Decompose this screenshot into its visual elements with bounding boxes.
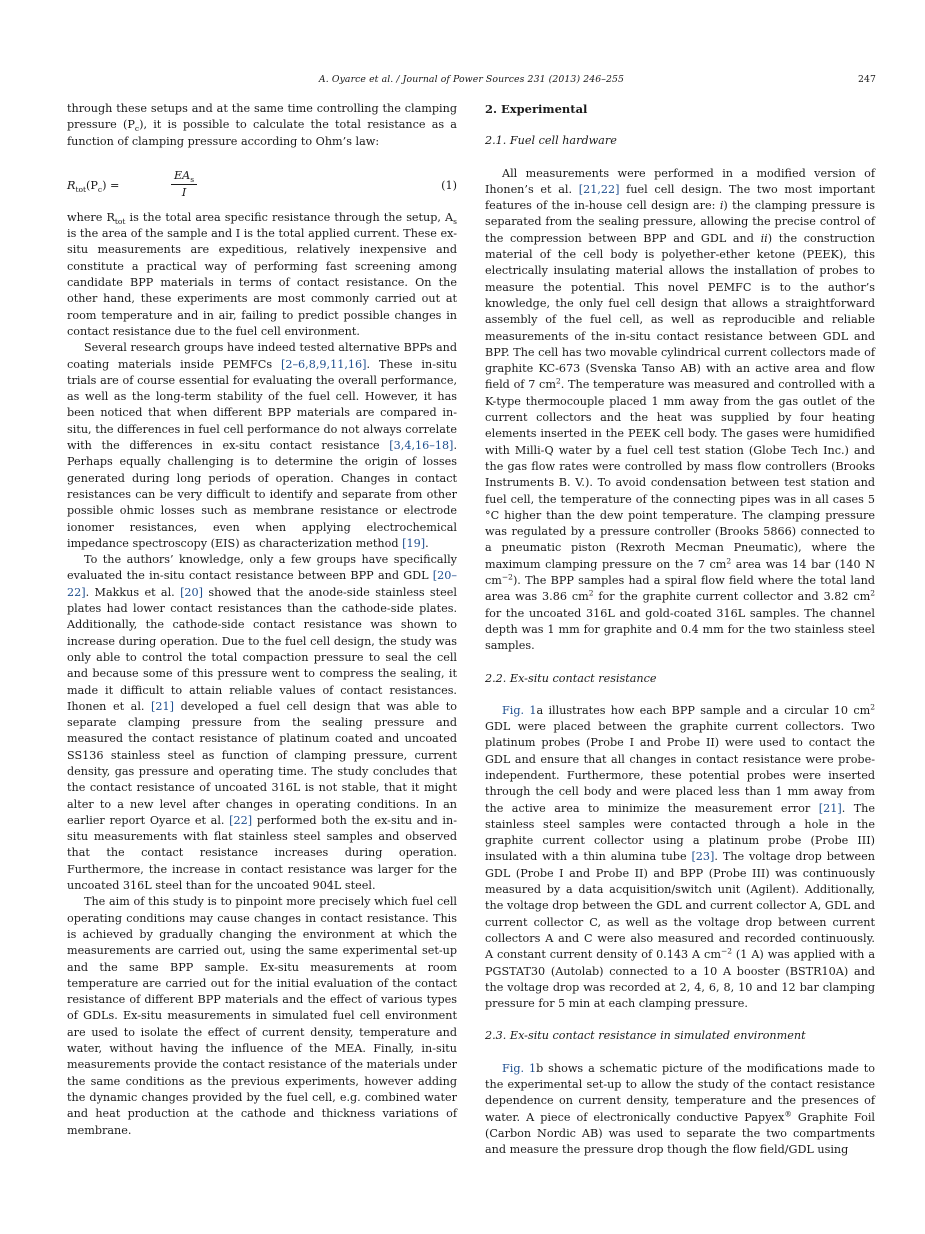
- running-title: A. Oyarce et al. / Journal of Power Sources 231 (2013) 246–255: [318, 74, 625, 85]
- citation-link[interactable]: [21]: [151, 699, 175, 713]
- subsection-title: 2.3. Ex-situ contact resistance in simulated environment: [485, 1029, 806, 1043]
- subsection-title: 2.2. Ex-situ contact resistance: [485, 671, 657, 685]
- paragraph: Fig. 1a illustrates how each BPP sample and a circular 10 $cm^2$ GDL were placed between the graphite current collectors. Two platinum probes (Probe I and Probe II) were used to contact the GDL and ensure that all changes in contact resistance were probe-independent. Furthermore, these potential probes were inserted through the cell body and were placed less than 1 mm away from the active area to minimize the measurement error [21]. The stainless steel samples were contacted through a hole in the graphite current collector using a platinum probe (Probe III) insulated with a thin alumina tube [23]. The voltage drop between GDL (Probe I and Probe II) and BPP (Probe III) was continuously measured by a data acquisition/switch unit (Agilent). Additionally, the voltage drop between the GDL and current collector A, GDL and current collector C, as well as the voltage drop between current collectors A and C were also measured and recorded continuously. A constant current density of 0.143 A $cm^{-2}$ (1 A) was applied with a PGSTAT30 (Autolab) connected to a 10 A booster (BSTR10A) and the voltage drop was recorded at 2, 4, 6, 8, 10 and 12 bar clamping pressure for 5 min at each clamping pressure.: [485, 702, 876, 1011]
- paragraph: Several research groups have indeed tested alternative BPPs and coating materials inside PEMFCs [2–6,8,9,11,16]. These in-situ trials are of course essential for evaluating the overall performance, as well as the long-term stability of the fuel cell. However, it has been noticed that when different BPP materials are compared in-situ, the differences in fuel cell performance do not always correlate with the differences in ex-situ contact resistance [3,4,16–18]. Perhaps equally challenging is to determine the origin of losses generated during long periods of operation. Changes in contact resistances can be very difficult to identify and separate from other possible ohmic losses such as membrane resistance or electrode ionomer resistances, even when applying electrochemical impedance spectroscopy (EIS) as characterization method [19].: [67, 341, 458, 550]
- equation-lhs: $R_{tot}(P_c)$ =: [67, 178, 120, 195]
- section-title: 2. Experimental: [485, 102, 588, 116]
- paragraph: Fig. 1b shows a schematic picture of the modifications made to the experimental set-up to allow the study of the contact resistance dependence on current density, temperature and the presences of water. A piece of electronically conductive Papyex® Graphite Foil (Carbon Nordic AB) was used to separate the two compartments and measure the pressure drop though the flow field/GDL using: [485, 1061, 875, 1157]
- paragraph: where $R_{tot}$ is the total area specific resistance through the setup, $A_s$ is the area of the sample and I is the total applied current. These ex-situ measurements are expeditious, relatively inexpensive and constitute a practical way of performing fast screening among candidate BPP materials in terms of contact resistance. On the other hand, these experiments are most commonly carried out at room temperature and in air, failing to predict possible changes in contact resistance due to the fuel cell environment.: [67, 210, 458, 338]
- citation-link[interactable]: [20]: [180, 585, 204, 599]
- equation-number: (1): [441, 178, 457, 192]
- equation-fraction: [171, 168, 197, 201]
- paragraph: All measurements were performed in a modified version of Ihonen’s et al. [21,22] fuel cell design. The two most important features of the in-house cell design are: i) the clamping pressure is separated from the sealing pressure, allowing the precise control of the compression between BPP and GDL and ii) the construction material of the cell body is polyether-ether ketone (PEEK), this electrically insulating material allows the installation of probes to measure the potential. This novel PEMFC is to the author’s knowledge, the only fuel cell design that allows a straightforward assembly of the fuel cell, as well as reproducible and reliable measurements of the in-situ contact resistance between GDL and BPP. The cell has two movable cylindrical current collectors made of graphite KC-673 (Svenska Tanso AB) with an active area and flow field of 7 $cm^2$. The temperature was measured and controlled with a K-type thermocouple placed 1 mm away from the gas outlet of the current collectors and the heat was supplied by four heating elements inserted in the PEEK cell body. The gases were humidified with Milli-Q water by a fuel cell test station (Globe Tech Inc.) and the gas flow rates were controlled by mass flow controllers (Brooks Instruments B. V.). To avoid condensation between test station and fuel cell, the temperature of the connecting pipes was in all cases 5 °C higher than the dew point temperature. The clamping pressure was regulated by a pressure controller (Brooks 5866) connected to a pneumatic piston (Rexroth Mecman Pneumatic), where the maximum clamping pressure on the 7 $cm^2$ area was 14 bar (140 N $cm^{-2}$). The BPP samples had a spiral flow field where the total land area was 3.86 $cm^2$ for the graphite current collector and 3.82 $cm^2$ for the uncoated 316L and gold-coated 316L samples. The channel depth was 1 mm for graphite and 0.4 mm for the two stainless steel samples.: [485, 166, 876, 653]
- citation-link[interactable]: [22]: [229, 813, 253, 827]
- figure-link[interactable]: Fig. 1: [502, 703, 537, 717]
- page-number: 247: [857, 74, 876, 85]
- subsection-title: 2.1. Fuel cell hardware: [485, 134, 617, 148]
- running-header: [67, 74, 876, 85]
- citation-link[interactable]: [23]: [691, 850, 715, 864]
- citation-link[interactable]: [21,22]: [578, 182, 620, 196]
- equation-numerator: $EA_s$: [171, 168, 197, 185]
- citation-link[interactable]: [21]: [818, 801, 842, 815]
- paragraph: The aim of this study is to pinpoint more precisely which fuel cell operating conditions may cause changes in contact resistance. This is achieved by gradually changing the environment at which the measurements are carried out, using the same experimental set-up and the same BPP sample. Ex-situ measurements at room temperature are carried out for the initial evaluation of the contact resistance of different BPP materials and the effect of various types of GDLs. Ex-situ measurements in simulated fuel cell environment are used to isolate the effect of current density, temperature and water, without having the influence of the MEA. Finally, in-situ measurements provide the contact resistance of the materials under the same conditions as the previous experiments, however adding the dynamic changes provided by the fuel cell, e.g. combined water and heat production at the cathode and thickness variations of membrane.: [67, 895, 457, 1137]
- citation-link[interactable]: [19]: [402, 536, 426, 550]
- equation-1: [67, 168, 457, 206]
- left-column: [67, 101, 457, 1139]
- equation-denominator: I: [181, 185, 187, 199]
- paragraph: To the authors’ knowledge, only a few groups have specifically evaluated the in-situ contact resistance between BPP and GDL [20–22]. Makkus et al. [20] showed that the anode-side stainless steel plates had lower contact resistances than the cathode-side plates. Additionally, the cathode-side contact resistance was shown to increase during operation. Due to the fuel cell design, the study was only able to control the total compaction pressure to seal the cell and because some of this pressure went to compress the sealing, it made it difficult to attain reliable values of contact resistances. Ihonen et al. [21] developed a fuel cell design that was able to separate clamping pressure from the sealing pressure and measured the contact resistance of platinum coated and uncoated SS136 stainless steel as function of clamping pressure, current density, gas pressure and operating time. The study concludes that the contact resistance of uncoated 316L is not stable, that it might alter to a new level after changes in operating conditions. In an earlier report Oyarce et al. [22] performed both the ex-situ and in-situ measurements with flat stainless steel samples and observed that the contact resistance increases during operation. Furthermore, the increase in contact resistance was larger for the uncoated 316L steel than for the uncoated 904L steel.: [67, 553, 458, 893]
- paragraph: through these setups and at the same time controlling the clamping pressure $(P_c)$, it is possible to calculate the total resistance as a function of clamping pressure according to Ohm’s law:: [67, 102, 457, 148]
- citation-link[interactable]: [3,4,16–18]: [389, 439, 454, 453]
- citation-link[interactable]: [20–22]: [67, 569, 457, 599]
- right-column: [485, 101, 875, 1159]
- citation-link[interactable]: [2–6,8,9,11,16]: [280, 357, 367, 371]
- figure-link[interactable]: Fig. 1: [502, 1061, 537, 1075]
